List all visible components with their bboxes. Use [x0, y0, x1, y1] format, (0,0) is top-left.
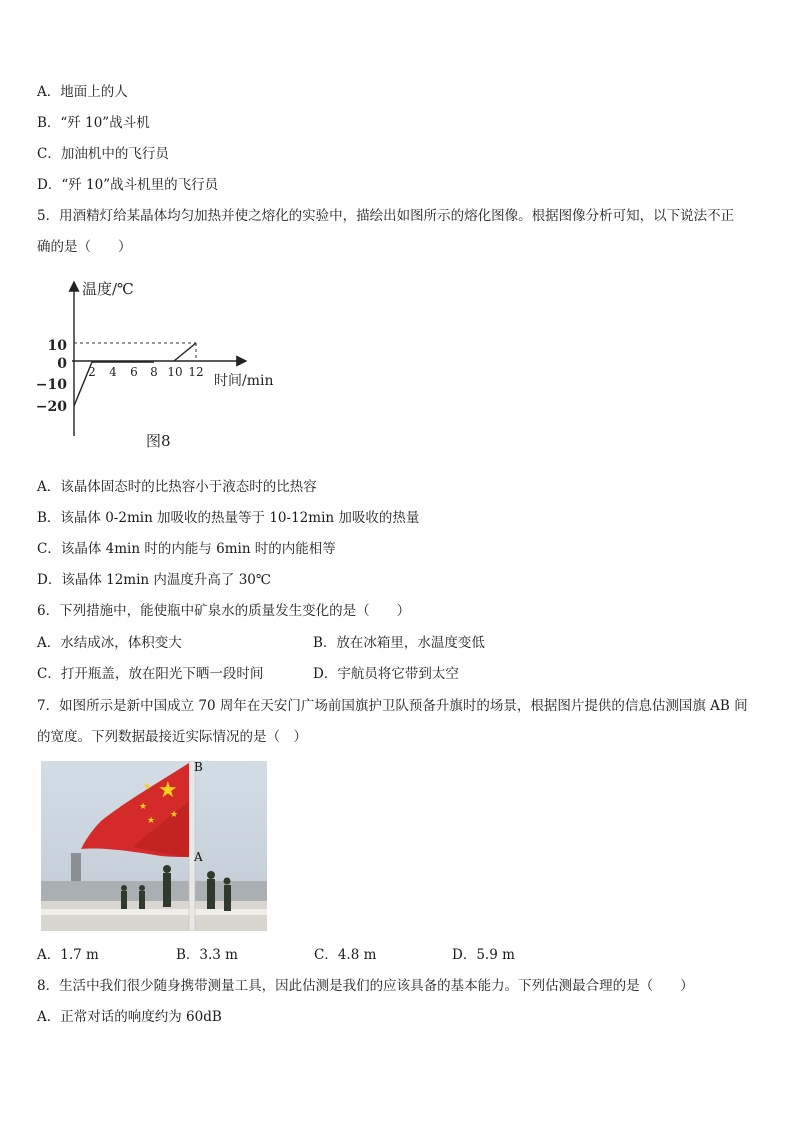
photo-label-b: B: [194, 761, 203, 774]
photo-label-a: A: [194, 850, 203, 864]
photo-flag-small-star: ★: [147, 816, 156, 826]
q6-option-a: A．水结成冰，体积变大: [37, 635, 182, 651]
q7-option-a: A．1.7 m: [37, 947, 99, 963]
q4-option-a: A．地面上的人: [37, 84, 128, 100]
q4-option-c: C．加油机中的飞行员: [37, 146, 169, 162]
flag-raising-photo: [41, 761, 267, 931]
melting-graph: [34, 276, 284, 451]
photo-flag-big-star: ★: [158, 778, 178, 803]
y-tick-neg10: −10: [35, 377, 67, 393]
q5-stem-line2: 确的是（ ）: [37, 239, 132, 255]
q6-option-c: C．打开瓶盖，放在阳光下晒一段时间: [37, 666, 264, 682]
melting-curve-liquid: [174, 343, 196, 361]
photo-flag-small-star: ★: [143, 782, 152, 792]
q5-option-c: C．该晶体 4min 时的内能与 6min 时的内能相等: [37, 541, 336, 557]
x-tick-8: 8: [150, 365, 158, 379]
x-tick-2: 2: [88, 365, 96, 379]
photo-flagpole: [189, 761, 195, 931]
figure-caption: 图8: [146, 432, 171, 450]
y-tick-10: 10: [47, 338, 67, 354]
photo-flag-small-star: ★: [139, 802, 148, 812]
photo-ground: [41, 901, 267, 931]
x-tick-12: 12: [188, 365, 204, 379]
photo-balustrade: [41, 909, 267, 915]
q6-stem: 6．下列措施中，能使瓶中矿泉水的质量发生变化的是（ ）: [37, 603, 411, 619]
x-tick-6: 6: [130, 365, 138, 379]
q5-option-b: B．该晶体 0-2min 加吸收的热量等于 10-12min 加吸收的热量: [37, 510, 420, 526]
q5-option-a: A．该晶体固态时的比热容小于液态时的比热容: [37, 479, 317, 495]
q4-option-d: D．“歼 10”战斗机里的飞行员: [37, 177, 219, 193]
q8-stem: 8．生活中我们很少随身携带测量工具，因此估测是我们的应该具备的基本能力。下列估测最合理的是（ ）: [37, 978, 694, 994]
q7-stem-line1: 7．如图所示是新中国成立 70 周年在天安门广场前国旗护卫队预备升旗时的场景，根据图片提供的信息估测国旗 AB 间: [37, 698, 748, 714]
q5-stem-line1: 5．用酒精灯给某晶体均匀加热并使之熔化的实验中，描绘出如图所示的熔化图像。根据图像分析可知，以下说法不正: [37, 208, 735, 224]
q8-option-a: A．正常对话的响度约为 60dB: [37, 1009, 222, 1025]
q4-option-b: B．“歼 10”战斗机: [37, 115, 150, 131]
q6-option-b: B．放在冰箱里，水温度变低: [313, 635, 485, 651]
x-tick-4: 4: [109, 365, 117, 379]
q7-option-d: D．5.9 m: [452, 947, 515, 963]
q7-option-c: C．4.8 m: [314, 947, 377, 963]
q7-stem-line2: 的宽度。下列数据最接近实际情况的是（ ）: [37, 729, 307, 745]
x-tick-10: 10: [167, 365, 183, 379]
q7-option-b: B．3.3 m: [176, 947, 238, 963]
y-tick-0: 0: [57, 356, 67, 372]
y-axis-label: 温度/℃: [82, 280, 134, 298]
y-tick-neg20: −20: [35, 399, 67, 415]
photo-flag-small-star: ★: [170, 810, 179, 820]
q5-option-d: D．该晶体 12min 内温度升高了 30℃: [37, 572, 271, 588]
x-axis-label: 时间/min: [214, 373, 274, 389]
q6-option-d: D．宇航员将它带到太空: [313, 666, 459, 682]
